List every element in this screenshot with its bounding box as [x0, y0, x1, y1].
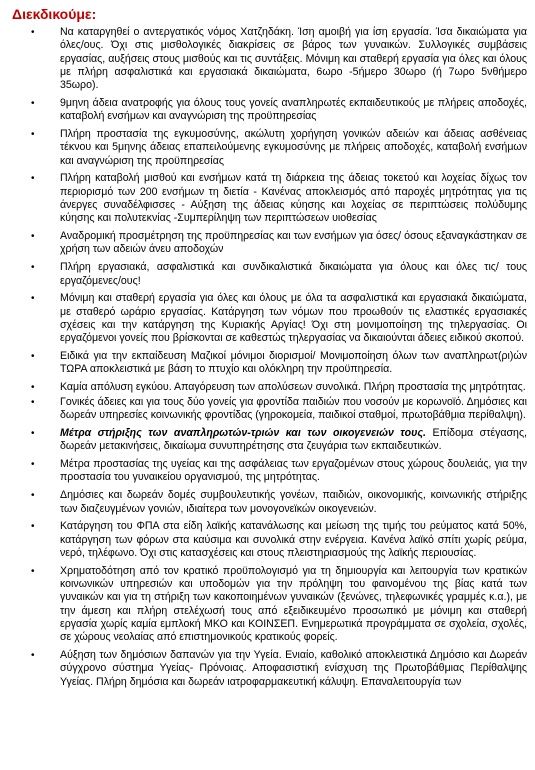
list-item-text: Καμία απόλυση εγκύου. Απαγόρευση των απολύσεων συνολικά. Πλήρη προστασία της μητρότητας. [60, 381, 526, 394]
list-item-text: Μέτρα προστασίας της υγείας και της ασφάλειας των εργαζομένων στους χώρους δουλειάς, για την προστασία του γυναικείου οργανισμού, της μητρότητας. [60, 458, 527, 484]
bullet-icon: • [31, 173, 35, 185]
list-item-emphasis: Μέτρα στήριξης των αναπληρωτών-τριών και των οικογενειών τους. [60, 427, 426, 440]
list-item [0, 26, 535, 92]
list-item [0, 520, 535, 560]
list-item [0, 489, 535, 516]
list-item [0, 350, 535, 377]
list-item [0, 128, 535, 168]
list-item-text: Δημόσιες και δωρεάν δομές συμβουλευτικής γονέων, παιδιών, οικονομικής, κοινωνικής στήριξης των διαζευγμένων γονιών, ιδιαίτερα των μονογονεϊκών οικογενειών. [60, 489, 527, 515]
list-item-text: Αναδρομική προσμέτρηση της προϋπηρεσίας και των ενσήμων για όσες/ όσους εξαναγκάστηκαν σε χρήση των αδειών άνευ αποδοχών [60, 230, 527, 256]
list-item [0, 396, 535, 423]
list-item-text: Πλήρη προστασία της εγκυμοσύνης, ακώλυτη χορήγηση γονικών αδειών και άδειας ασθένειας τέκνου και 5μηνης άδειας επαπειλούμενης εγκυμοσύνης με πλήρεις αποδοχές, καταβολή ενσήμων και αναγνώριση της προϋπηρεσίας [60, 128, 527, 167]
section-heading: Διεκδικούμε: [12, 6, 97, 22]
list-item-text: Γονικές άδειες και για τους δύο γονείς για φροντίδα παιδιών που νοσούν με κορωνοϊό. Δημόσιες και δωρεάν υπηρεσίες κοινωνικής φροντίδας (γηροκομεία, παιδικοί σταθμοί, πρωτοβάθμια περίθαλψη). [60, 395, 527, 422]
bullet-icon: • [31, 231, 35, 243]
list-item [0, 458, 535, 485]
bullet-icon: • [31, 97, 35, 109]
list-item-text: 9μηνη άδεια ανατροφής για όλους τους γονείς αναπληρωτές εκπαιδευτικούς με πλήρεις αποδοχές, καταβολή ενσήμων και αναγνώριση της προϋπηρεσίας [60, 96, 527, 123]
list-item [0, 292, 535, 345]
list-item-text: Ειδικά για την εκπαίδευση Μαζικοί μόνιμοι διορισμοί/ Μονιμοποίηση όλων των αναπληρωτ(ρι)ών ΤΩΡΑ αποκλειστικά με βάση το πτυχίο και ολόκληρη την προϋπηρεσία. [60, 350, 527, 376]
bullet-icon: • [31, 351, 35, 363]
list-item [0, 381, 535, 394]
list-item [0, 261, 535, 288]
list-item-text: Αύξηση των δημόσιων δαπανών για την Υγεία. Ενιαίο, καθολικό αποκλειστικά Δημόσιο και Δωρεάν σύγχρονο σύστημα Υγείας- Πρόνοιας. Αποφασιστική ενίσχυση της Πρωτοβάθμιας Περίθαλψης Υγείας. Πλήρη δημόσια και δωρεάν ιατροφαρμακευτική κάλυψη. Επαναλειτουργία των [60, 648, 527, 688]
list-item-text: Κατάργηση του ΦΠΑ στα είδη λαϊκής κατανάλωσης και μείωση της τιμής του ρεύματος κατά 50%, κατάργηση των φόρων στα καύσιμα και συνολικά στην ενέργεια. Κανένα λαϊκό σπίτι χωρίς ρεύμα, νερό, τηλέφωνο. Όχι στις κατασχέσεις και στους πλειστηριασμούς της λαϊκής περιουσίας. [60, 520, 527, 559]
bullet-icon: • [31, 565, 35, 577]
list-item-text: Επίδομα στέγασης, δωρεάν μετακινήσεις, δικαίωμα συνυπηρέτησης στα ζευγάρια των εκπαιδευτικών. [60, 427, 527, 453]
bullet-icon: • [31, 382, 35, 394]
bullet-icon: • [31, 428, 35, 440]
bullet-icon: • [31, 396, 35, 408]
bullet-icon: • [31, 490, 35, 502]
list-item-text: Πλήρη εργασιακά, ασφαλιστικά και συνδικαλιστικά δικαιώματα για όλους και όλες τις/ τους εργαζόμενες/ους! [60, 261, 527, 287]
list-item-text: Να καταργηθεί ο αντεργατικός νόμος Χατζηδάκη. Ίση αμοιβή για ίση εργασία. Ίσα δικαιώματα για όλες/ους. Όχι στις μισθολογικές διακρίσεις σε βάρος των γυναικών. Συλλογικές συμβάσεις εργασίας, αυξήσεις στους μισθούς και τις συντάξεις. Μόνιμη και σταθερή εργασία για όλες και όλους με πλήρη ασφαλιστικά και εργασιακά δικαιώματα, 6ωρο -5ήμερο 30ωρο (ή 7ωρο 5νθήμερο 35ωρο). [60, 26, 527, 92]
demands-list [0, 26, 535, 693]
list-item [0, 427, 535, 454]
bullet-icon: • [31, 129, 35, 141]
list-item [0, 230, 535, 257]
bullet-icon: • [31, 262, 35, 274]
list-item [0, 565, 535, 645]
list-item-text: Χρηματοδότηση από τον κρατικό προϋπολογισμό για τη δημιουργία και λειτουργία των κρατικών κοινωνικών υπηρεσιών και υποδομών για την πρόληψη του φαινομένου της βίας κατά των γυναικών και για τη στήριξη των κακοποιημένων γυναικών (ξενώνες, τηλεφωνικές γραμμές κ.α.), με την άμεση και πλήρη στελέχωσή τους από εξειδικευμένο προσωπικό με μόνιμη και σταθερή εργασία χωρίς καμία εμπλοκή ΜΚΟ και ΚΟΙΝΣΕΠ. Ενημερωτικά προγράμματα σε σχολεία, σχολές, σε χώρους νεολαίας από επιστημονικούς κρατικούς φορείς. [60, 564, 527, 644]
list-item [0, 97, 535, 124]
list-item [0, 649, 535, 689]
bullet-icon: • [31, 27, 35, 38]
bullet-icon: • [31, 649, 35, 661]
bullet-icon: • [31, 459, 35, 471]
bullet-icon: • [31, 521, 35, 533]
list-item-text: Μόνιμη και σταθερή εργασία για όλες και όλους με όλα τα ασφαλιστικά και εργασιακά δικαιώματα, με σταθερό ωράριο εργασίας. Κατάργηση των νόμων που προωθούν τις ελαστικές εργασιακές σχέσεις και την κατάργηση της Κυριακής Αργίας! Όχι στη μονιμοποίηση της τηλεργασίας. Οι εργαζόμενοι γονείς που βρίσκονται σε καθεστώς τηλεργασίας να δικαιούνται άδειες ειδικού σκοπού. [60, 292, 527, 345]
bullet-icon: • [31, 293, 35, 305]
list-item [0, 172, 535, 225]
list-item-text: Πλήρη καταβολή μισθού και ενσήμων κατά τη διάρκεια της άδειας τοκετού και λοχείας δίχως τον περιορισμό των 200 ενσήμων τη διετία - Κανένας αποκλεισμός από παροχές μητρότητας για τις άνεργες συναδέλφισσες - Αύξηση της άδειας κύησης και λοχείας σε περιπτώσεις πολύδυμης κύησης και πολυτεκνίας -Συμπερίληψη των περιπτώσεων υιοθεσίας [60, 172, 527, 225]
